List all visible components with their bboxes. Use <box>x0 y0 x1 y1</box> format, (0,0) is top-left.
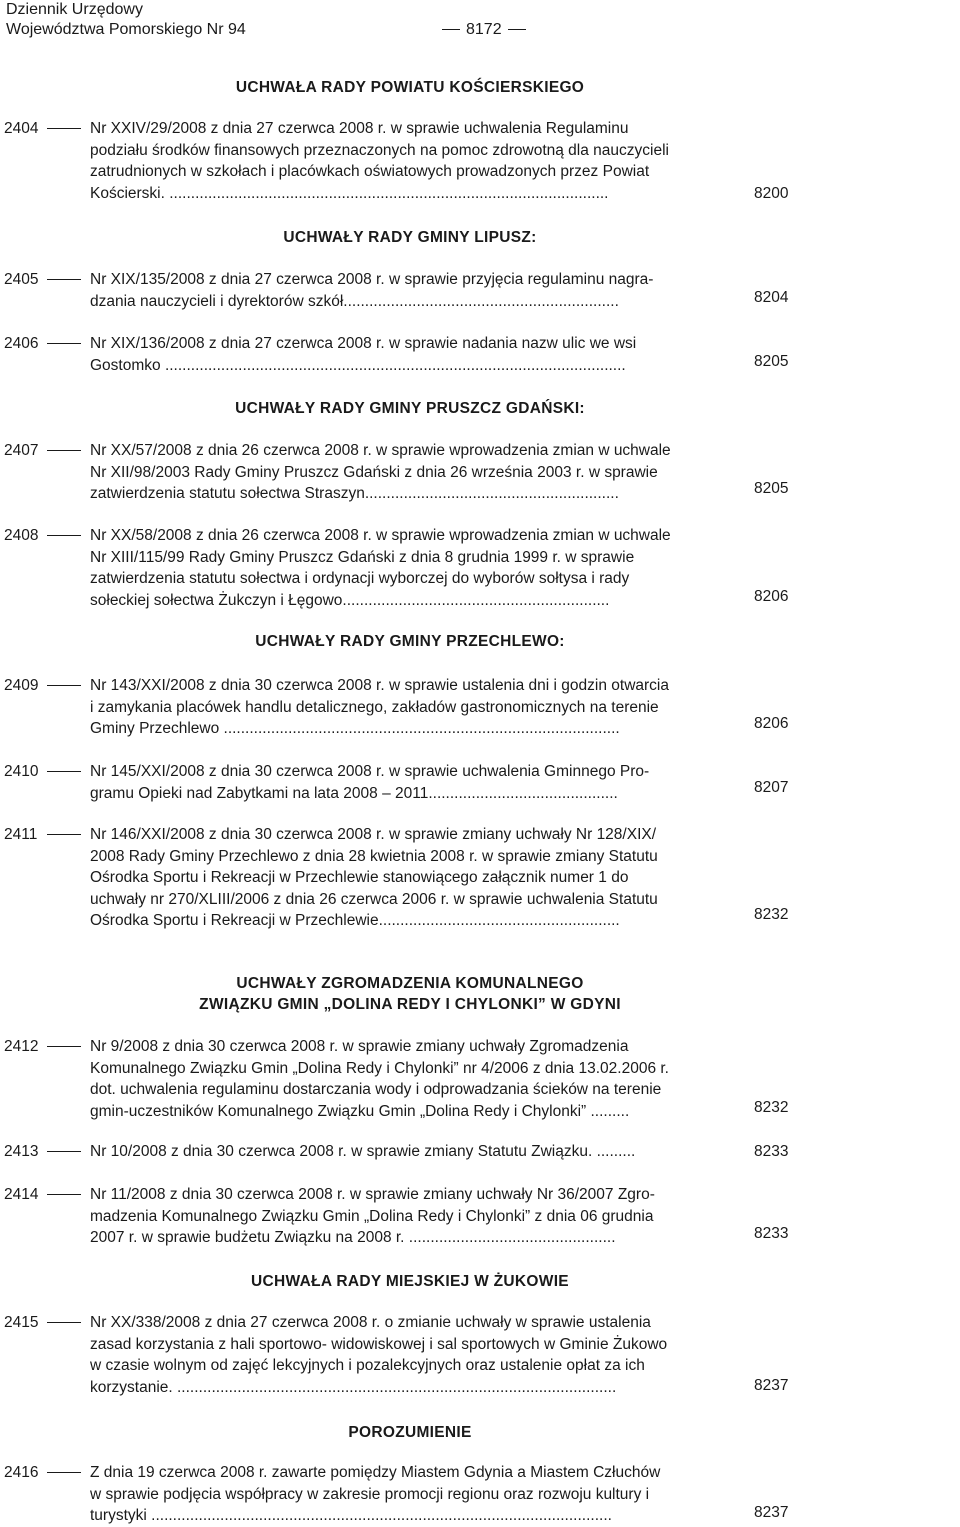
entry-page: 8204 <box>754 289 789 306</box>
entry-text: Nr XIX/136/2008 z dnia 27 czerwca 2008 r. w sprawie nadania nazw ulic we wsi Gostomko ........................................................................................................... <box>90 335 637 374</box>
entry-dash <box>47 1194 81 1195</box>
entry-dash <box>47 1322 81 1323</box>
entry-dash <box>47 1046 81 1047</box>
entry-text: Nr XX/58/2008 z dnia 26 czerwca 2008 r. w sprawie wprowadzenia zmian w uchwale Nr XIII/115/99 Rady Gminy Pruszcz Gdański z dnia 8 grudnia 1999 r. w sprawie zatwierdzenia statutu sołectwa i ordynacji wyborczej do wyborów sołtysa i rady sołeckiej sołectwa Żukczyn i Łęgowo.............................................................. <box>90 527 671 609</box>
journal-title <box>6 0 246 40</box>
entry-dash <box>47 1151 81 1152</box>
entry-number: 2406 <box>4 335 39 352</box>
section-title: UCHWAŁA RADY POWIATU KOŚCIERSKIEGO <box>235 79 585 96</box>
entry-page: 8205 <box>754 353 789 370</box>
entry-text: Nr 9/2008 z dnia 30 czerwca 2008 r. w sprawie zmiany uchwały Zgromadzenia Komunalnego Związku Gmin „Dolina Redy i Chylonki” nr 4/2006 z dnia 13.02.2006 r. dot. uchwalenia regulaminu dostarczania wody i odprowadzania ścieków na terenie gmin-uczestników Komunalnego Związku Gmin „Dolina Redy i Chylonki” ......... <box>90 1038 669 1120</box>
entry-dash <box>47 279 81 280</box>
entry-page: 8233 <box>754 1225 789 1242</box>
entry-number: 2412 <box>4 1038 39 1055</box>
entry-text: Nr XX/338/2008 z dnia 27 czerwca 2008 r. o zmianie uchwały w sprawie ustalenia zasad korzystania z hali sportowo- widowiskowej i sal sportowych w Gminie Żukowo w czasie wolnym od zajęć lekcyjnych i pozalekcyjnych oraz ustalenie opłat za ich korzystanie. ...................................................................................................... <box>90 1314 668 1396</box>
page-number <box>436 20 532 40</box>
page-number-dash-left <box>442 29 460 30</box>
entry-text: Z dnia 19 czerwca 2008 r. zawarte pomiędzy Miastem Gdynia a Miastem Człuchów w sprawie podjęcia współpracy w zakresie promocji regionu oraz rozwoju kultury i turystyki ........................................................................................................... <box>90 1464 661 1524</box>
entry-number: 2404 <box>4 120 39 137</box>
entry-page: 8232 <box>754 1099 789 1116</box>
entry-dash <box>47 450 81 451</box>
entry-text: Nr 11/2008 z dnia 30 czerwca 2008 r. w sprawie zmiany uchwały Nr 36/2007 Zgro- madzenia Komunalnego Związku Gmin „Dolina Redy i Chylonki” z dnia 06 grudnia 2007 r. w sprawie budżetu Związku na 2008 r. ................................................ <box>90 1186 655 1246</box>
entry-text: Nr 143/XXI/2008 z dnia 30 czerwca 2008 r. w sprawie ustalenia dni i godzin otwarcia i zamykania placówek handlu detalicznego, zakładów gastronomicznych na terenie Gminy Przechlewo ............................................................................................ <box>90 677 669 737</box>
entry-number: 2416 <box>4 1464 39 1481</box>
entry-page: 8207 <box>754 779 789 796</box>
entry-number: 2415 <box>4 1314 39 1331</box>
entry-page: 8237 <box>754 1504 789 1521</box>
section-title: UCHWAŁY RADY GMINY PRZECHLEWO: <box>255 633 565 650</box>
entry-number: 2410 <box>4 763 39 780</box>
entry-text: Nr 146/XXI/2008 z dnia 30 czerwca 2008 r. w sprawie zmiany uchwały Nr 128/XIX/ 2008 Rady Gminy Przechlewo z dnia 28 kwietnia 2008 r. w sprawie zmiany Statutu Ośrodka Sportu i Rekreacji w Przechlewie stanowiącego załącznik numer 1 do uchwały nr 270/XLIII/2006 z dnia 26 czerwca 2006 r. w sprawie uchwalenia Statutu Ośrodka Sportu i Rekreacji w Przechlewie........................................................ <box>90 826 658 929</box>
entry-number: 2407 <box>4 442 39 459</box>
entry-number: 2405 <box>4 271 39 288</box>
entry-number: 2413 <box>4 1143 39 1160</box>
entry-page: 8200 <box>754 185 789 202</box>
section-title: UCHWAŁA RADY MIEJSKIEJ W ŻUKOWIE <box>251 1273 569 1290</box>
entry-dash <box>47 771 81 772</box>
section-title: POROZUMIENIE <box>348 1424 472 1441</box>
section-title: UCHWAŁY RADY GMINY LIPUSZ: <box>283 229 537 246</box>
journal-title-line1: Dziennik Urzędowy <box>6 1 143 18</box>
section-title: UCHWAŁY ZGROMADZENIA KOMUNALNEGO ZWIĄZKU GMIN „DOLINA REDY I CHYLONKI” W GDYNI <box>199 975 621 1013</box>
entry-number: 2414 <box>4 1186 39 1203</box>
entry-dash <box>47 343 81 344</box>
entry-number: 2409 <box>4 677 39 694</box>
entry-page: 8205 <box>754 480 789 497</box>
entry-page: 8233 <box>754 1143 789 1160</box>
section-title: UCHWAŁY RADY GMINY PRUSZCZ GDAŃSKI: <box>235 400 585 417</box>
entry-text: Nr XIX/135/2008 z dnia 27 czerwca 2008 r. w sprawie przyjęcia regulaminu nagra- dzania nauczycieli i dyrektorów szkół................................................................ <box>90 271 654 310</box>
entry-dash <box>47 128 81 129</box>
entry-dash <box>47 685 81 686</box>
entry-dash <box>47 1472 81 1473</box>
entry-page: 8232 <box>754 906 789 923</box>
entry-text: Nr XXIV/29/2008 z dnia 27 czerwca 2008 r. w sprawie uchwalenia Regulaminu podziału środków finansowych przeznaczonych na pomoc zdrowotną dla nauczycieli zatrudnionych w szkołach i placówkach oświatowych prowadzonych przez Powiat Kościerski. ...................................................................................................... <box>90 120 669 202</box>
entry-page: 8206 <box>754 588 789 605</box>
entry-dash <box>47 834 81 835</box>
entry-text: Nr 145/XXI/2008 z dnia 30 czerwca 2008 r. w sprawie uchwalenia Gminnego Pro- gramu Opieki nad Zabytkami na lata 2008 – 2011............................................ <box>90 763 650 802</box>
entry-text: Nr XX/57/2008 z dnia 26 czerwca 2008 r. w sprawie wprowadzenia zmian w uchwale Nr XII/98/2003 Rady Gminy Pruszcz Gdański z dnia 26 września 2003 r. w sprawie zatwierdzenia statutu sołectwa Straszyn........................................................... <box>90 442 671 502</box>
entry-page: 8237 <box>754 1377 789 1394</box>
page-number-dash-right <box>508 29 526 30</box>
journal-title-line2: Województwa Pomorskiego Nr 94 <box>6 21 246 38</box>
entry-number: 2408 <box>4 527 39 544</box>
page-number-value: 8172 <box>466 21 502 38</box>
entry-dash <box>47 535 81 536</box>
entry-number: 2411 <box>4 826 38 843</box>
entry-text: Nr 10/2008 z dnia 30 czerwca 2008 r. w sprawie zmiany Statutu Związku. ......... <box>90 1143 636 1160</box>
entry-page: 8206 <box>754 715 789 732</box>
